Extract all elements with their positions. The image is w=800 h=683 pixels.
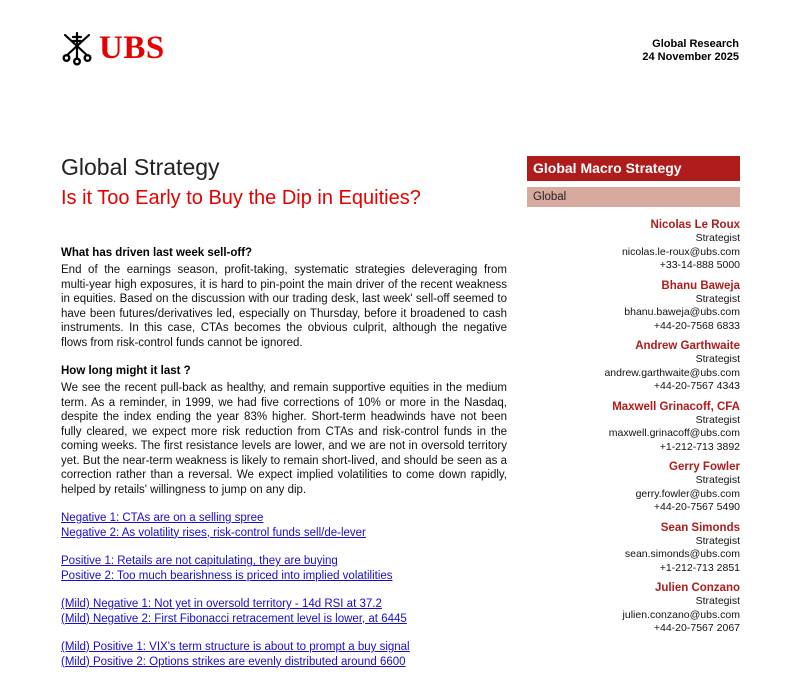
strategy-band: Global Macro Strategy <box>527 156 740 181</box>
analyst-name: Maxwell Grinacoff, CFA <box>612 400 740 413</box>
section-body: We see the recent pull-back as healthy, and remain supportive equities in the medium term. As a reminder, in 1999, we had five corrections of 10% or more in the Nasdaq, despite the index ending the year 83% higher. Short-term headwinds have not been fully cleared, we expect more risk reduction from CTAs and risk-control funds in the coming weeks. The first resistance levels are lower, and we are not in oversold territory yet. But the near-term weakness is likely to remain short-lived, and should be seen as a correction rather than a reversal. We expect implied volatilities to come down rapidly, helped by retails' willingness to jump on any dip. <box>61 382 507 496</box>
report-header <box>642 38 739 64</box>
link-mild-negative-2[interactable]: (Mild) Negative 2: First Fibonacci retracement level is lower, at 6445 <box>61 612 407 625</box>
analyst-phone: +44-20-7567 4343 <box>653 380 740 392</box>
link-group-positive <box>61 554 507 583</box>
research-label: Global Research <box>652 38 739 50</box>
section-heading: What has driven last week sell-off? <box>61 247 253 259</box>
analyst-name: Sean Simonds <box>660 521 740 534</box>
ubs-keys-icon <box>60 30 94 66</box>
link-negative-1[interactable]: Negative 1: CTAs are on a selling spree <box>61 512 264 524</box>
analyst-name: Nicolas Le Roux <box>650 219 740 231</box>
analyst-role: Strategist <box>695 595 740 607</box>
report-title: Global Strategy <box>61 154 220 180</box>
link-negative-2[interactable]: Negative 2: As volatility rises, risk-control funds sell/de-lever <box>61 526 366 539</box>
analyst-phone: +33-14-888 5000 <box>659 259 740 271</box>
link-mild-negative-1[interactable]: (Mild) Negative 1: Not yet in oversold territory - 14d RSI at 37.2 <box>61 598 382 610</box>
analyst-email[interactable]: andrew.garthwaite@ubs.com <box>604 366 740 379</box>
link-positive-2[interactable]: Positive 2: Too much bearishness is priced into implied volatilities <box>61 569 393 582</box>
link-group-mild-negative <box>61 597 507 626</box>
analyst-contact <box>527 218 740 273</box>
report-date: 24 November 2025 <box>642 51 739 63</box>
analyst-email[interactable]: bhanu.baweja@ubs.com <box>624 306 740 318</box>
analyst-contact <box>527 460 740 515</box>
analyst-role: Strategist <box>695 413 740 426</box>
link-mild-positive-1[interactable]: (Mild) Positive 1: VIX's term structure is about to prompt a buy signal <box>61 641 410 653</box>
analyst-contact <box>527 339 740 394</box>
analyst-phone: +44-20-7568 6833 <box>653 319 740 332</box>
ubs-logo <box>60 30 165 66</box>
sidebar <box>527 156 740 642</box>
analyst-name: Bhanu Baweja <box>661 279 740 292</box>
link-mild-positive-2[interactable]: (Mild) Positive 2: Options strikes are evenly distributed around 6600 <box>61 655 406 668</box>
analyst-role: Strategist <box>695 292 740 305</box>
region-band: Global <box>527 187 740 207</box>
analyst-email[interactable]: gerry.fowler@ubs.com <box>635 487 740 500</box>
analyst-contact <box>527 400 740 455</box>
link-group-mild-positive <box>61 640 507 669</box>
report-subtitle: Is it Too Early to Buy the Dip in Equities? <box>61 187 421 209</box>
section-heading: How long might it last ? <box>61 365 191 377</box>
analyst-phone: +44-20-7567 2067 <box>653 622 740 634</box>
link-positive-1[interactable]: Positive 1: Retails are not capitulating, they are buying <box>61 555 338 567</box>
link-group-negative <box>61 511 507 540</box>
analyst-name: Andrew Garthwaite <box>635 340 740 352</box>
analyst-contacts <box>527 218 740 636</box>
analyst-phone: +44-20-7567 5490 <box>653 501 740 513</box>
analyst-email[interactable]: maxwell.grinacoff@ubs.com <box>608 427 740 439</box>
analyst-phone: +1-212-713 3892 <box>659 440 740 453</box>
analyst-contact <box>527 521 740 576</box>
analyst-role: Strategist <box>695 353 740 365</box>
section-body: End of the earnings season, profit-taking, systematic strategies deleveraging from multi-year high exposures, it is hard to pin-point the main driver of the recent weakness in equities. Based on the discussion with our trading desk, last week' sell-off seemed to have been futures/derivatives led, especially on Thursday, before it broadened to cash instruments. In this case, CTAs becomes the obvious culprit, although the negative flows from risk-control funds cannot be ignored. <box>61 264 507 349</box>
analyst-role: Strategist <box>695 232 740 244</box>
analyst-email[interactable]: sean.simonds@ubs.com <box>624 548 740 560</box>
analyst-contact <box>527 279 740 334</box>
analyst-role: Strategist <box>695 534 740 547</box>
analyst-name: Julien Conzano <box>655 582 740 594</box>
analyst-role: Strategist <box>695 474 740 486</box>
analyst-email[interactable]: nicolas.le-roux@ubs.com <box>621 245 740 258</box>
logo-text: UBS <box>99 30 165 66</box>
analyst-contact <box>527 581 740 636</box>
analyst-email[interactable]: julien.conzano@ubs.com <box>622 608 740 621</box>
main-content <box>61 246 507 683</box>
analyst-name: Gerry Fowler <box>669 461 740 473</box>
analyst-phone: +1-212-713 2851 <box>659 561 740 574</box>
